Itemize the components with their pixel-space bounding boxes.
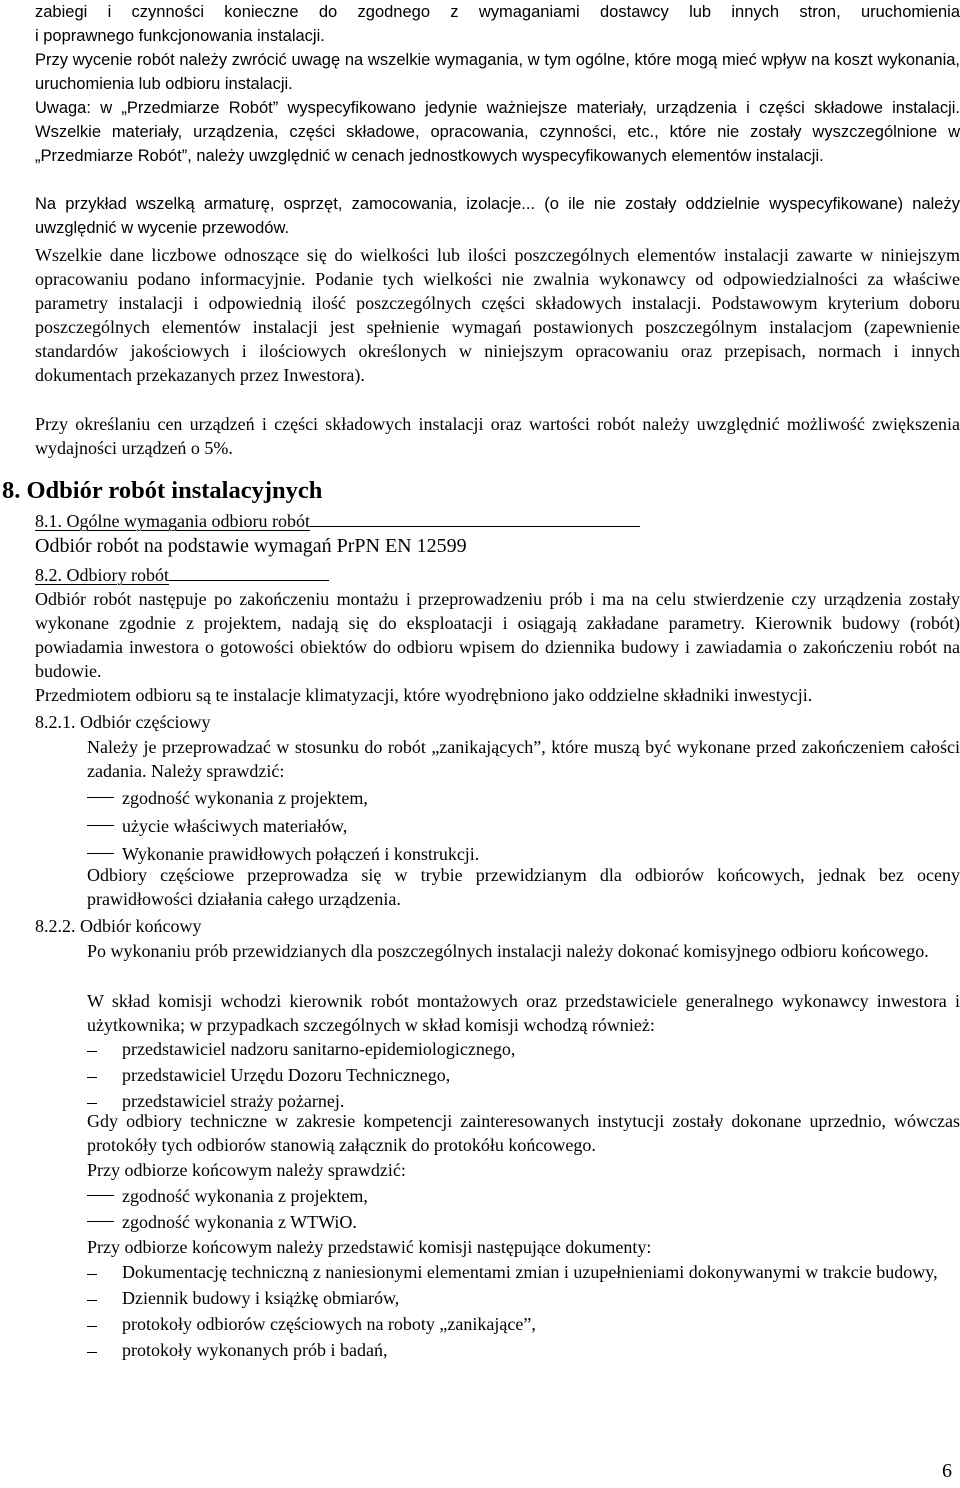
- paragraph-ceny: [35, 412, 960, 460]
- paragraph-8-2-2-e-text: Przy odbiorze końcowym należy przedstawić komisji następujące dokumenty:: [87, 1237, 652, 1257]
- section-8-2-title: 8.2. Odbiory robót: [35, 565, 169, 585]
- section-8-1: [35, 509, 960, 533]
- section-8-2-2-title: 8.2.2. Odbiór końcowy: [35, 916, 202, 936]
- paragraph-ceny-text: Przy określaniu cen urządzeń i części składowych instalacji oraz wartości robót należy uwzględnić możliwość zwiększenia wydajności urządzeń o 5%.: [35, 414, 960, 458]
- paragraph-dane-text: Wszelkie dane liczbowe odnoszące się do wielkości lub ilości poszczególnych elementów instalacji zawarte w niniejszym opracowaniu podano informacyjnie. Podanie tych wielkości nie zwalnia wykonawcy od odpowiedzialności za właściwe parametry instalacji i odpowiednią ilość poszczególnych części składowych instalacji. Podstawowym kryterium doboru poszczególnych elementów instalacji jest spełnienie wymagań postawionych poszczególnym instalacjom (zapewnienie standardów jakościowych i ilościowych określonych w niniejszym opracowaniu oraz przepisach, normach i innych dokumentach przekazanych przez Inwestora).: [35, 245, 960, 385]
- dash-bullet: [87, 1221, 114, 1222]
- list-item-text: Dokumentację techniczną z naniesionymi elementami zmian i uzupełnieniami dokonywanymi w trakcie budowy,: [122, 1262, 938, 1282]
- paragraph-przedmiot: [35, 683, 960, 707]
- intro-continuation: [35, 0, 960, 48]
- paragraph-8-2-2-b: [87, 989, 960, 1037]
- paragraph-wycena: [35, 48, 960, 96]
- list-item: [87, 1260, 960, 1284]
- paragraph-8-2-1-b-text: Odbiory częściowe przeprowadza się w trybie przewidzianym dla odbiorów końcowych, jednak bez oceny prawidłowości działania całego urządzenia.: [87, 865, 960, 909]
- page-number: 6: [942, 1460, 952, 1482]
- section-8-heading: 8. Odbiór robót instalacyjnych: [2, 477, 323, 504]
- list-item: [87, 1063, 960, 1087]
- paragraph-8-2-2-b-text: W skład komisji wchodzi kierownik robót montażowych oraz przedstawiciele generalnego wykonawcy inwestora i użytkownika; w przypadkach szczególnych w skład komisji wchodzą również:: [87, 991, 960, 1035]
- paragraph-8-2-2-d: [87, 1158, 960, 1182]
- dash-bullet: [87, 825, 114, 826]
- list-item-text: zgodność wykonania z projektem,: [122, 1186, 368, 1206]
- dash-bullet: [87, 1274, 97, 1275]
- list-item-text: zgodność wykonania z WTWiO.: [122, 1212, 357, 1232]
- dash-bullet: [87, 1326, 97, 1327]
- paragraph-8-2-2-a-text: Po wykonaniu prób przewidzianych dla poszczególnych instalacji należy dokonać komisyjnego odbioru końcowego.: [87, 941, 929, 961]
- dash-bullet: [87, 853, 114, 854]
- section-8-2-2: [35, 914, 960, 938]
- list-sprawdzic: [87, 1184, 960, 1234]
- section-8-2-title-row: [35, 563, 960, 587]
- paragraph-8-2-1-b: [87, 863, 960, 911]
- paragraph-uwaga-text: Uwaga: w „Przedmiarze Robót” wyspecyfikowano jedynie ważniejsze materiały, urządzenia i części składowe instalacji. Wszelkie materiały, urządzenia, części składowe, opracowania, czynności, etc., które nie zostały wyszczególnione w „Przedmiarze Robót”, należy uwzględnić w cenach jednostkowych wyspecyfikowanych elementów instalacji.: [35, 99, 960, 165]
- paragraph-uwaga: [35, 96, 960, 168]
- paragraph-wycena-text: Przy wycenie robót należy zwrócić uwagę na wszelkie wymagania, w tym ogólne, które mogą mieć wpływ na koszt wykonania, uruchomienia lub odbioru instalacji.: [35, 51, 960, 93]
- list-item: [87, 1184, 960, 1208]
- list-item-text: zgodność wykonania z projektem,: [122, 788, 368, 808]
- paragraph-odbior-robot: [35, 587, 960, 683]
- list-komisja: [87, 1037, 960, 1113]
- paragraph-8-2-2-a: [87, 939, 960, 963]
- list-item-text: Dziennik budowy i książkę obmiarów,: [122, 1288, 400, 1308]
- paragraph-przedmiot-text: Przedmiotem odbioru są te instalacje klimatyzacji, które wyodrębniono jako oddzielne składniki inwestycji.: [35, 685, 813, 705]
- section-8-1-title-row: [35, 509, 960, 533]
- list-item: [87, 1338, 960, 1362]
- section-8-1-requirement: [35, 534, 960, 558]
- paragraph-8-2-2-c-text: Gdy odbiory techniczne w zakresie kompetencji zainteresowanych instytucji zostały dokonane uprzednio, wówczas protokóły tych odbiorów stanowią załącznik do protokółu końcowego.: [87, 1111, 960, 1155]
- paragraph-dane-liczbowe: [35, 243, 960, 387]
- dash-bullet: [87, 1195, 114, 1196]
- dash-bullet: [87, 797, 114, 798]
- paragraph-8-2-2-e: [87, 1235, 960, 1259]
- section-8-2-1-title: 8.2.1. Odbiór częściowy: [35, 712, 211, 732]
- section-8-1-text: Odbiór robót na podstawie wymagań PrPN EN 12599: [35, 535, 467, 557]
- list-item-text: przedstawiciel nadzoru sanitarno-epidemiologicznego,: [122, 1039, 516, 1059]
- paragraph-8-2-2-d-text: Przy odbiorze końcowym należy sprawdzić:: [87, 1160, 406, 1180]
- paragraph-8-2-2-c: [87, 1109, 960, 1157]
- list-item-text: użycie właściwych materiałów,: [122, 816, 348, 836]
- paragraph-8-2-1-a: [87, 735, 960, 783]
- list-item: [87, 1312, 960, 1336]
- list-item-text: przedstawiciel straży pożarnej.: [122, 1091, 345, 1111]
- dash-bullet: [87, 1300, 97, 1301]
- title-underline: [310, 525, 640, 527]
- list-item: [87, 1037, 960, 1061]
- dash-bullet: [87, 1352, 97, 1353]
- title-underline: [169, 579, 329, 581]
- section-8-2: [35, 563, 960, 587]
- list-item: [87, 1210, 960, 1234]
- list-8-2-1: [87, 786, 960, 866]
- dash-bullet: [87, 1051, 97, 1052]
- paragraph-odbior-robot-text: Odbiór robót następuje po zakończeniu montażu i przeprowadzeniu prób i ma na celu stwierdzenie czy urządzenia zostały wykonane zgodnie z projektem, nadają się do eksploatacji i osiągają zakładane parametry. Kierownik budowy (robót) powiadamia inwestora o gotowości obiektów do odbioru wpisem do dziennika budowy i zawiadamia o zakończeniu robót na budowie.: [35, 589, 960, 681]
- list-item: [87, 814, 960, 838]
- list-item-text: protokoły odbiorów częściowych na roboty „zanikające”,: [122, 1314, 536, 1334]
- list-dokumenty: [87, 1260, 960, 1362]
- intro-line-2: i poprawnego funkcjonowania instalacji.: [35, 27, 325, 45]
- dash-bullet: [87, 1103, 97, 1104]
- section-8-1-title: 8.1. Ogólne wymagania odbioru robót: [35, 511, 310, 531]
- list-item: [87, 1286, 960, 1310]
- intro-line-1: zabiegi i czynności konieczne do zgodnego z wymaganiami dostawcy lub innych stron, uruchomienia: [35, 3, 960, 21]
- list-item-text: Wykonanie prawidłowych połączeń i konstrukcji.: [122, 844, 480, 864]
- dash-bullet: [87, 1077, 97, 1078]
- paragraph-8-2-1-a-text: Należy je przeprowadzać w stosunku do robót „zanikających”, które muszą być wykonane przed zakończeniem całości zadania. Należy sprawdzić:: [87, 737, 960, 781]
- list-item-text: protokoły wykonanych prób i badań,: [122, 1340, 388, 1360]
- section-8-2-1: [35, 710, 960, 734]
- paragraph-przyklad: [35, 192, 960, 240]
- list-item: [87, 786, 960, 810]
- list-item-text: przedstawiciel Urzędu Dozoru Technicznego,: [122, 1065, 451, 1085]
- paragraph-przyklad-text: Na przykład wszelką armaturę, osprzęt, zamocowania, izolacje... (o ile nie zostały oddzielnie wyspecyfikowane) należy uwzględnić w wycenie przewodów.: [35, 195, 960, 237]
